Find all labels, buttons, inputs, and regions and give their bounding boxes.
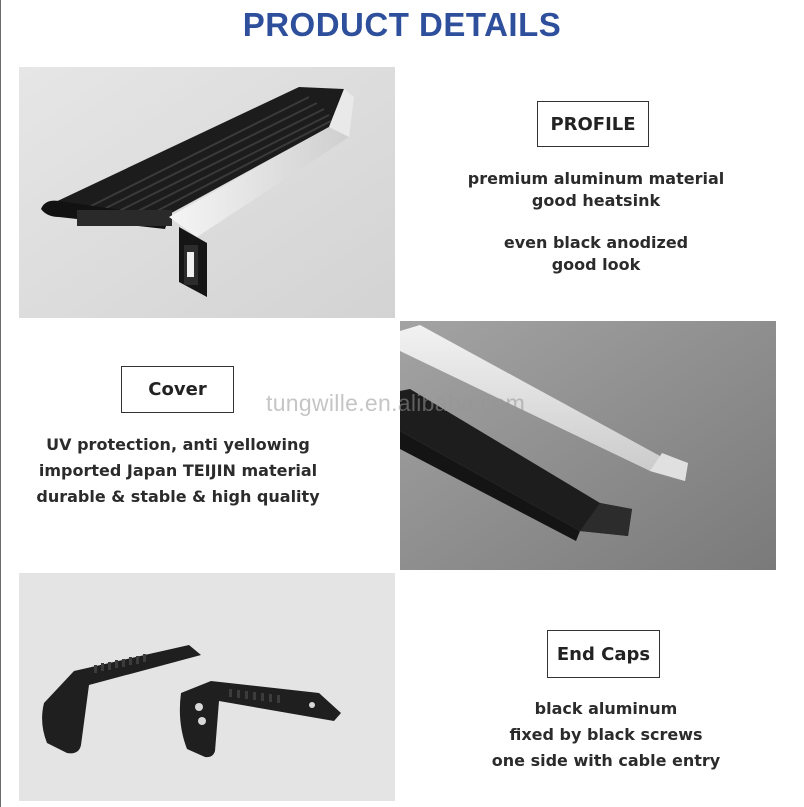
profile-line-1: premium aluminum material bbox=[467, 169, 725, 188]
profile-image bbox=[19, 67, 395, 318]
profile-line-3: even black anodized bbox=[503, 233, 689, 252]
profile-line-2: good heatsink bbox=[531, 191, 661, 210]
endcaps-description bbox=[440, 696, 772, 774]
left-border-line bbox=[0, 0, 1, 807]
endcaps-image bbox=[19, 573, 395, 801]
watermark: tungwille.en.alibaba.com bbox=[266, 390, 526, 416]
endcaps-line-2: fixed by black screws bbox=[509, 725, 703, 744]
cover-image bbox=[400, 321, 776, 570]
page-title: PRODUCT DETAILS bbox=[242, 6, 562, 43]
profile-label-box: PROFILE bbox=[537, 101, 649, 147]
cover-label-box: Cover bbox=[121, 366, 234, 413]
endcaps-line-3: one side with cable entry bbox=[491, 751, 721, 770]
cover-line-2: imported Japan TEIJIN material bbox=[38, 461, 318, 480]
cover-line-3: durable & stable & high quality bbox=[36, 487, 320, 506]
cover-line-1: UV protection, anti yellowing bbox=[46, 435, 310, 454]
endcaps-label-box: End Caps bbox=[547, 630, 660, 678]
profile-line-4: good look bbox=[551, 255, 641, 274]
endcaps-line-1: black aluminum bbox=[534, 699, 678, 718]
profile-description bbox=[430, 168, 762, 276]
cover-description bbox=[12, 432, 344, 510]
